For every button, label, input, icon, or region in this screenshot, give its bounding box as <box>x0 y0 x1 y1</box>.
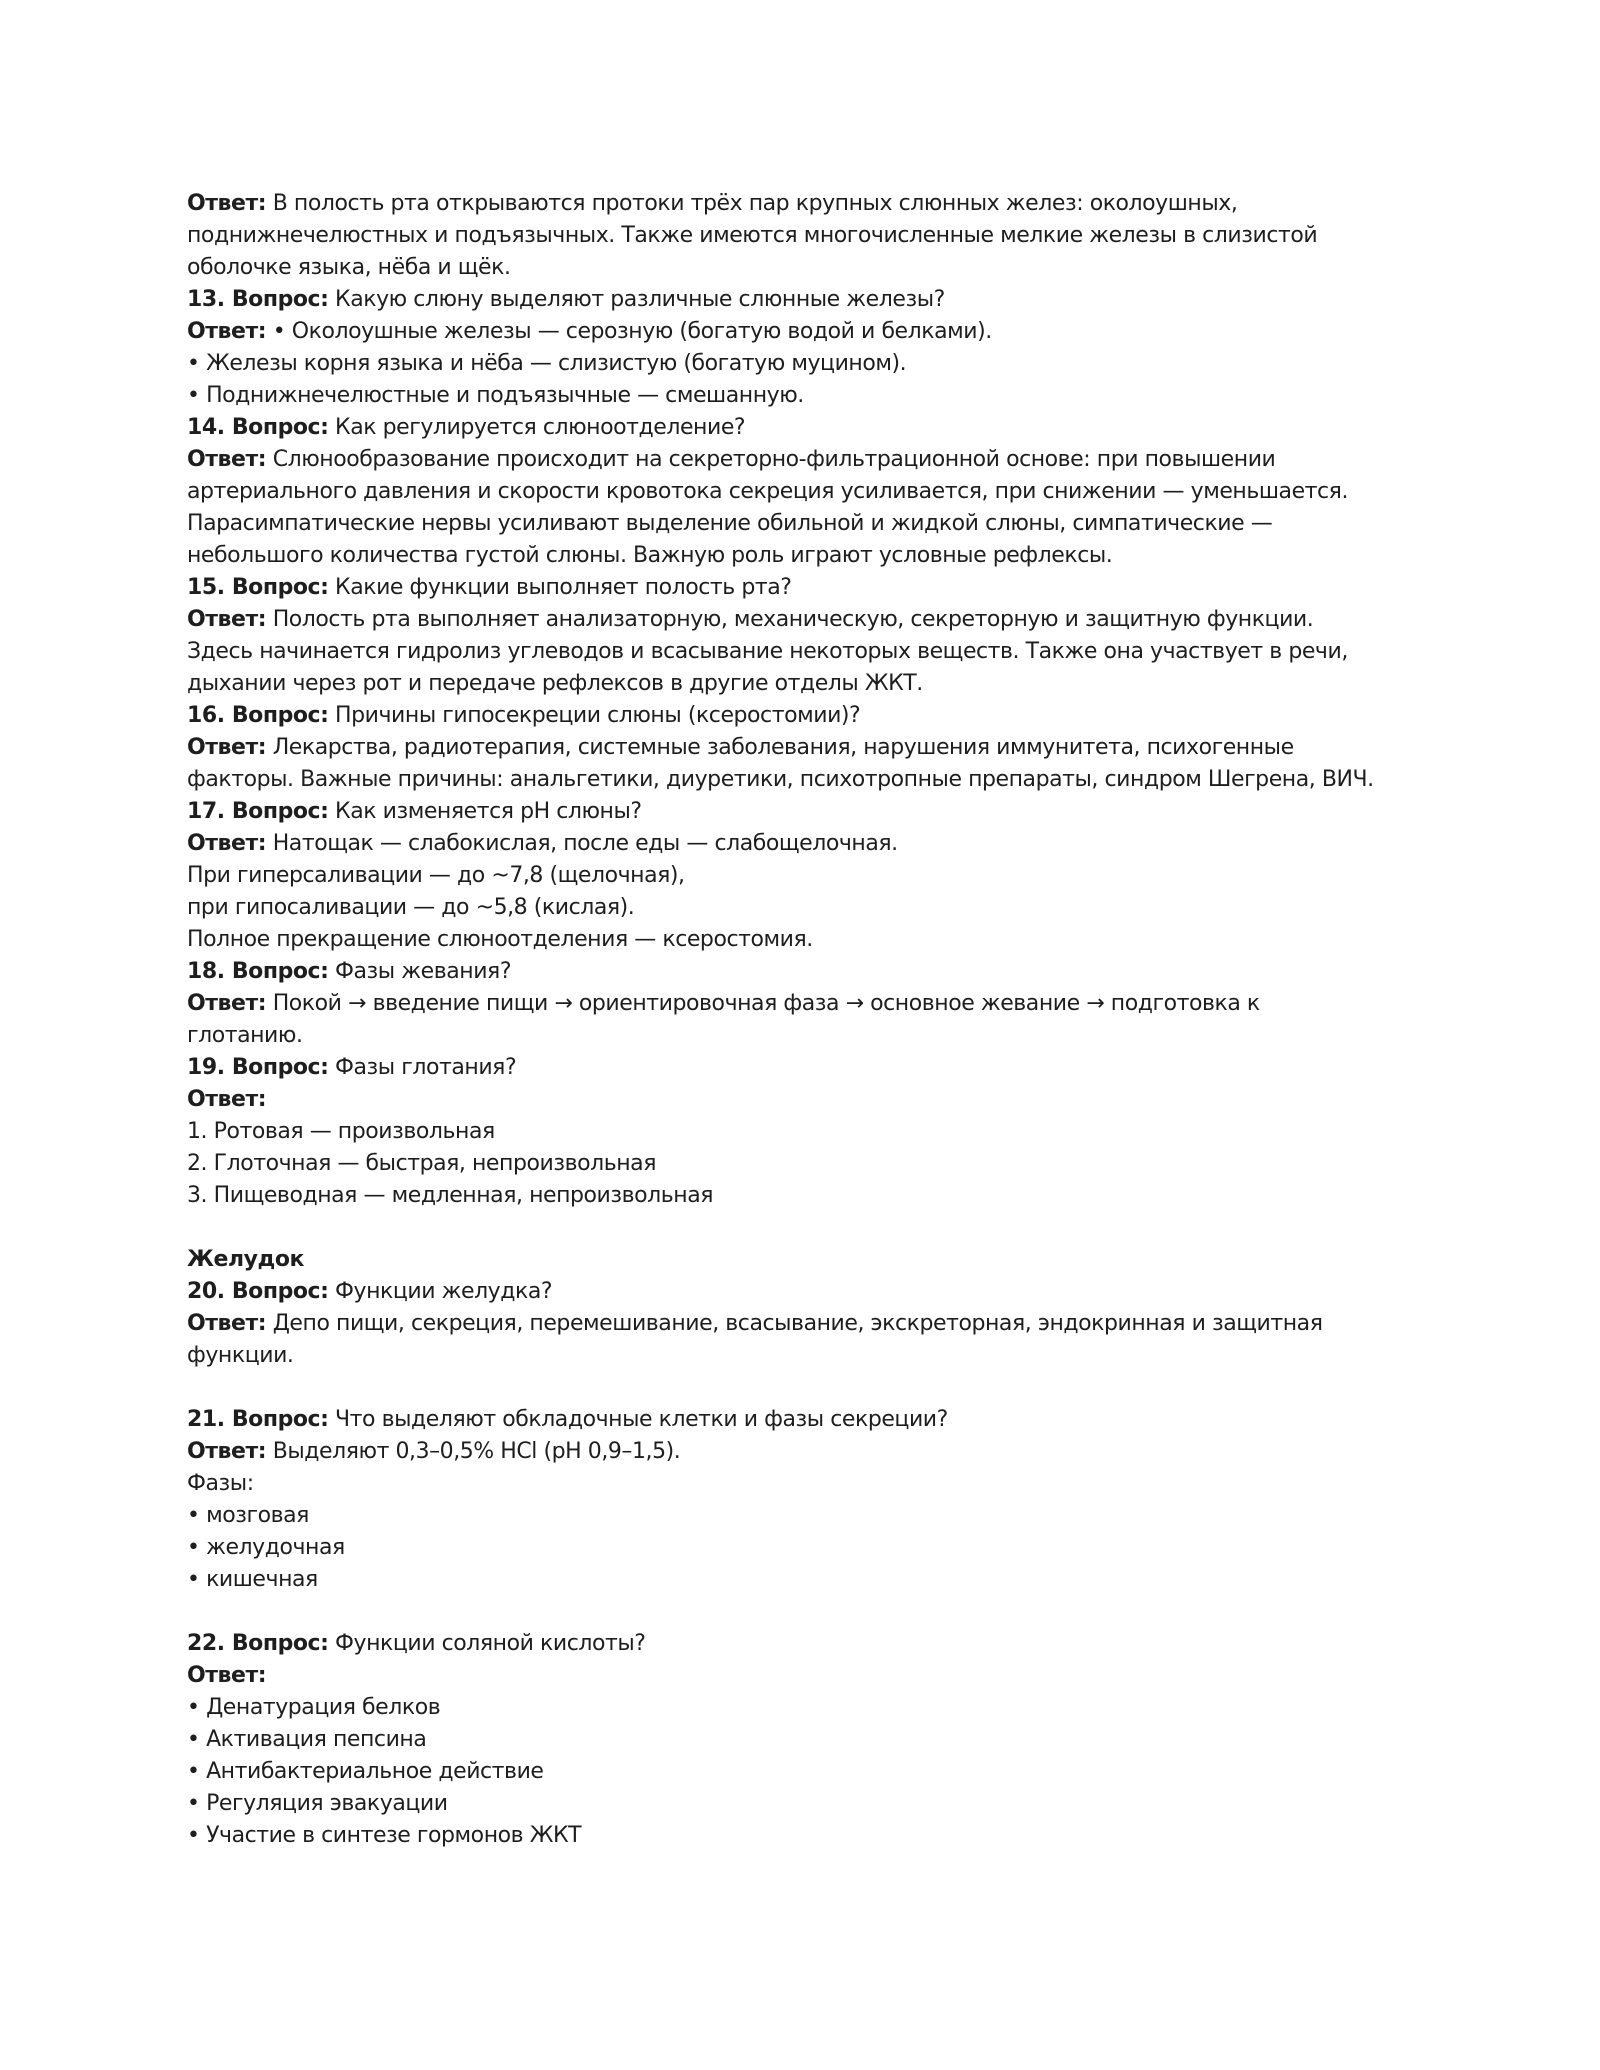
list-item: • Антибактериальное действие <box>187 1759 544 1784</box>
list-item: • Денатурация белков <box>187 1695 441 1720</box>
answer-line <box>187 1084 1447 1116</box>
answer-line: функции. <box>187 1343 294 1368</box>
question-13 <box>187 284 1447 316</box>
list-item: • Регуляция эвакуации <box>187 1791 448 1816</box>
list-item: 1. Ротовая — произвольная <box>187 1119 495 1144</box>
question-label: Вопрос: <box>231 959 329 984</box>
answer-label: Ответ: <box>187 831 267 856</box>
answer-label: Ответ: <box>187 319 267 344</box>
document-page <box>187 188 1447 1852</box>
answer-label: Ответ: <box>187 1311 267 1336</box>
answer-label: Ответ: <box>187 1663 267 1688</box>
answer-line: Парасимпатические нервы усиливают выделение обильной и жидкой слюны, симпатические — <box>187 511 1273 536</box>
answer-line: Ответ: Слюнообразование происходит на секреторно-фильтрационной основе: при повышении <box>187 447 1276 472</box>
question-14 <box>187 412 1447 444</box>
question-22 <box>187 1628 1447 1660</box>
question-number: 22. <box>187 1631 225 1656</box>
spacer <box>187 1596 1447 1628</box>
answer-line: Ответ: Лекарства, радиотерапия, системные заболевания, нарушения иммунитета, психогенные <box>187 735 1294 760</box>
answer-line: При гиперсаливации — до ~7,8 (щелочная), <box>187 863 685 888</box>
question-label: Вопрос: <box>231 575 329 600</box>
list-item: • Активация пепсина <box>187 1727 427 1752</box>
list-item: • мозговая <box>187 1503 309 1528</box>
question-label: Вопрос: <box>231 287 329 312</box>
answer-line: Ответ: Покой → введение пищи → ориентировочная фаза → основное жевание → подготовка к <box>187 991 1260 1016</box>
list-item: • кишечная <box>187 1567 318 1592</box>
answer-line: Ответ: Выделяют 0,3–0,5% HCl (pH 0,9–1,5). <box>187 1439 681 1464</box>
question-text: Функции желудка? <box>328 1279 553 1304</box>
question-label: Вопрос: <box>231 703 329 728</box>
question-label: Вопрос: <box>231 799 329 824</box>
answer-label: Ответ: <box>187 607 267 632</box>
answer-line: дыхании через рот и передаче рефлексов в другие отделы ЖКТ. <box>187 671 923 696</box>
question-19 <box>187 1052 1447 1084</box>
question-label: Вопрос: <box>231 1055 329 1080</box>
question-label: Вопрос: <box>231 415 329 440</box>
answer-label: Ответ: <box>187 191 267 216</box>
answer-line: оболочке языка, нёба и щёк. <box>187 255 511 280</box>
question-16 <box>187 700 1447 732</box>
question-number: 14. <box>187 415 225 440</box>
answer-line: Здесь начинается гидролиз углеводов и всасывание некоторых веществ. Также она участвует в речи, <box>187 639 1348 664</box>
answer-label: Ответ: <box>187 991 267 1016</box>
answer-line: артериального давления и скорости кровотока секреция усиливается, при снижении — уменьшается. <box>187 479 1349 504</box>
question-text: Какую слюну выделяют различные слюнные железы? <box>328 287 945 312</box>
answer-line: Ответ: В полость рта открываются протоки трёх пар крупных слюнных желез: околоушных, <box>187 191 1238 216</box>
question-label: Вопрос: <box>231 1407 329 1432</box>
answer-line: Полное прекращение слюноотделения — ксеростомия. <box>187 927 813 952</box>
list-item: • Участие в синтезе гормонов ЖКТ <box>187 1823 582 1848</box>
answer-line: при гипосаливации — до ~5,8 (кислая). <box>187 895 635 920</box>
question-number: 19. <box>187 1055 225 1080</box>
answer-line: небольшого количества густой слюны. Важную роль играют условные рефлексы. <box>187 543 1113 568</box>
question-number: 16. <box>187 703 225 728</box>
answer-line: факторы. Важные причины: анальгетики, диуретики, психотропные препараты, синдром Шегрена, ВИЧ. <box>187 767 1374 792</box>
spacer <box>187 1212 1447 1244</box>
question-number: 20. <box>187 1279 225 1304</box>
question-number: 18. <box>187 959 225 984</box>
spacer <box>187 1372 1447 1404</box>
list-item: • Поднижнечелюстные и подъязычные — смешанную. <box>187 383 804 408</box>
answer-line: Ответ: Натощак — слабокислая, после еды — слабощелочная. <box>187 831 898 856</box>
question-text: Причины гипосекреции слюны (ксеростомии)? <box>328 703 861 728</box>
question-number: 15. <box>187 575 225 600</box>
section-heading: Желудок <box>187 1247 304 1272</box>
answer-line: глотанию. <box>187 1023 303 1048</box>
question-18 <box>187 956 1447 988</box>
answer-label: Ответ: <box>187 447 267 472</box>
question-15 <box>187 572 1447 604</box>
answer-label: Ответ: <box>187 1439 267 1464</box>
question-number: 17. <box>187 799 225 824</box>
answer-line: Ответ: Полость рта выполняет анализаторную, механическую, секреторную и защитную функции. <box>187 607 1314 632</box>
answer-label: Ответ: <box>187 1087 267 1112</box>
answer-line: Ответ: • Околоушные железы — серозную (богатую водой и белками). <box>187 319 992 344</box>
question-number: 13. <box>187 287 225 312</box>
question-label: Вопрос: <box>231 1279 329 1304</box>
list-item: • Железы корня языка и нёба — слизистую (богатую муцином). <box>187 351 907 376</box>
answer-line: Фазы: <box>187 1471 254 1496</box>
answer-line: Ответ: Депо пищи, секреция, перемешивание, всасывание, экскреторная, эндокринная и защитная <box>187 1311 1323 1336</box>
answer-label: Ответ: <box>187 735 267 760</box>
question-text: Фазы жевания? <box>328 959 512 984</box>
answer-line <box>187 1660 1447 1692</box>
question-text: Функции соляной кислоты? <box>328 1631 646 1656</box>
list-item: 2. Глоточная — быстрая, непроизвольная <box>187 1151 656 1176</box>
question-17 <box>187 796 1447 828</box>
question-20 <box>187 1276 1447 1308</box>
question-text: Какие функции выполняет полость рта? <box>328 575 792 600</box>
question-label: Вопрос: <box>231 1631 329 1656</box>
question-text: Фазы глотания? <box>328 1055 517 1080</box>
list-item: • желудочная <box>187 1535 345 1560</box>
answer-line: поднижнечелюстных и подъязычных. Также имеются многочисленные мелкие железы в слизистой <box>187 223 1318 248</box>
list-item: 3. Пищеводная — медленная, непроизвольная <box>187 1183 714 1208</box>
question-21 <box>187 1404 1447 1436</box>
question-text: Как изменяется pH слюны? <box>328 799 642 824</box>
question-text: Как регулируется слюноотделение? <box>328 415 746 440</box>
question-number: 21. <box>187 1407 225 1432</box>
question-text: Что выделяют обкладочные клетки и фазы секреции? <box>328 1407 948 1432</box>
